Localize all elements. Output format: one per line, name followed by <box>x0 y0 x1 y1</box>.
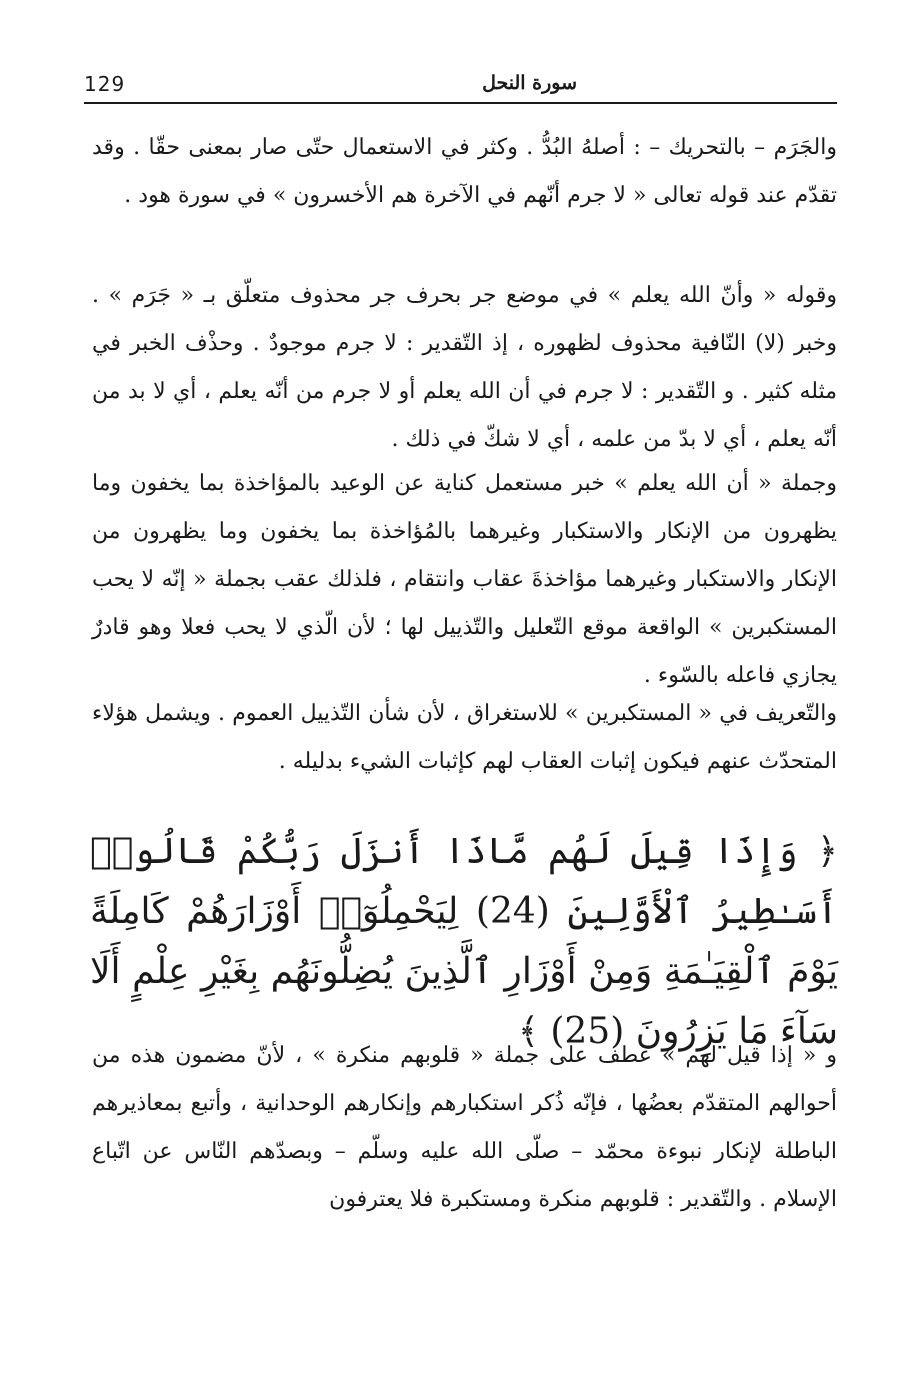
page-header <box>84 70 837 104</box>
paragraph-jumla-commentary: وجملة « أن الله يعلم » خبر مستعمل كناية عن الوعيد بالمؤاخذة بما يخفون وما يظهرون من الإنكار والاستكبار وغيرهما بالمُؤاخذة بما يخفون وما يظهرون من الإنكار والاستكبار وغيرهما مؤاخذةَ عقاب وانتقام ، فلذلك عقب بجملة « إنّه لا يحب المستكبرين » الواقعة موقع التّعليل والتّذييل لها ؛ لأن الّذي لا يحب فعلا وهو قادرٌ يجازي فاعله بالسّوء . <box>92 471 837 688</box>
paragraph-jaram-definition: والجَرَم – بالتحريك – : أصلهُ البُدُّ . وكثر في الاستعمال حتّى صار بمعنى حقّا . وقد تقدّم عند قوله تعالى « لا جرم أنّهم في الآخرة هم الأخسرون » في سورة هود . <box>92 135 837 208</box>
surah-title: سورة النحل <box>482 72 577 94</box>
page-number: 129 <box>84 72 126 96</box>
header-rule <box>84 102 837 104</box>
quran-verses-24-25: ﴿ وَإِذَا قِيلَ لَهُم مَّاذَا أَنزَلَ رَبُّكُمْ قَالُوا۟ أَسَـٰطِيرُ ٱلْأَوَّلِينَ (24) لِيَحْمِلُوٓا۟ أَوْزَارَهُمْ كَامِلَةً يَوْمَ ٱلْقِيَـٰمَةِ وَمِنْ أَوْزَارِ ٱلَّذِينَ يُضِلُّونَهُم بِغَيْرِ عِلْمٍ أَلَا سَآءَ مَا يَزِرُونَ (25) ﴾ <box>90 831 838 1052</box>
paragraph-wa-anna-allah-yalam: وقوله « وأنّ الله يعلم » في موضع جر بحرف جر محذوف متعلّق بـ « جَرَم » . وخبر (لا) النّافية محذوف لظهوره ، إذ التّقدير : لا جرم موجودٌ . وحذْف الخبر في مثله كثير . و التّقدير : لا جرم في أن الله يعلم أو لا جرم من أنّه يعلم ، أي لا بد من أنّه يعلم ، أي لا بدّ من علمه ، أي لا شكّ في ذلك . <box>92 283 838 452</box>
paragraph-tarif-istighraq: والتّعريف في « المستكبرين » للاستغراق ، لأن شأن التّذييل العموم . ويشمل هؤلاء المتحدّث عنهم فيكون إثبات العقاب لهم كإثبات الشيء بدليله . <box>92 701 837 774</box>
paragraph-idha-qila-lahum: و « إذا قيل لهم » عطف على جملة « قلوبهم منكرة » ، لأنّ مضمون هذه من أحوالهم المتقدّم بعضُها ، فإنّه ذُكر استكبارهم وإنكارهم الوحدانية ، وأتبع بمعاذيرهم الباطلة لإنكار نبوءة محمّد – صلّى الله عليه وسلّم – وبصدّهم النّاس عن اتّباع الإسلام . والتّقدير : قلوبهم منكرة ومستكبرة فلا يعترفون <box>92 1043 837 1212</box>
